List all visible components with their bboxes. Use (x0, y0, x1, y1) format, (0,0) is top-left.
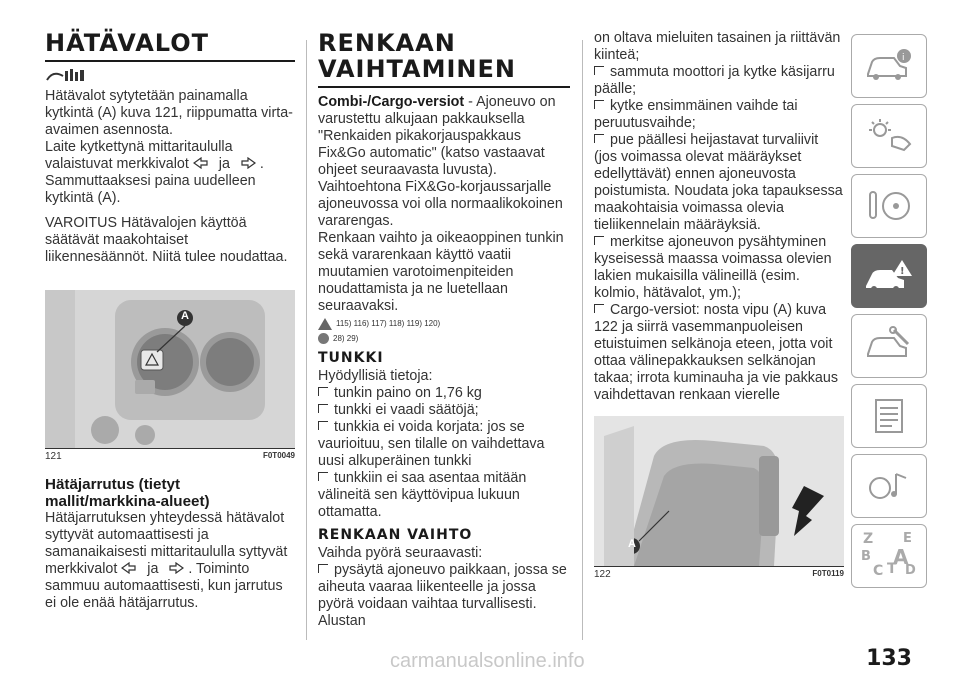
list-item-text: merkitse ajoneuvon pysähtyminen kyseisessä maassa voimassa olevien lakien mukaisilla välineillä (esim. kolmio, hätävalot, ym.); (594, 234, 832, 301)
list-item-text: tunkkiin ei saa asentaa mitään välineitä sen käyttövipua lukuun ottamatta. (318, 470, 527, 520)
bullet-icon (594, 134, 604, 143)
caution-refs: 28) 29) (333, 333, 359, 343)
tab-multimedia[interactable] (851, 454, 927, 518)
emergency-braking-text-b: ja (147, 561, 159, 577)
list-item (318, 470, 570, 521)
turn-left-indicator-icon (121, 562, 143, 574)
hazard-text-2c: . (259, 156, 264, 172)
svg-text:!: ! (900, 266, 905, 277)
list-item (318, 419, 570, 470)
section-title-tyre-change-1: RENKAAN (318, 29, 456, 57)
bullet-icon (594, 66, 604, 75)
key-steering-icon (864, 186, 914, 226)
list-item (594, 98, 844, 132)
figure-122-label-a: A (628, 538, 636, 550)
bullet-icon (318, 564, 328, 573)
checklist-icon (864, 396, 914, 436)
emergency-braking-text (45, 510, 295, 612)
list-item-text: tunkki ei vaadi säätöjä; (334, 402, 479, 418)
warning-triangle-icon (318, 318, 332, 330)
list-item-text: pysäytä ajoneuvo paikkaan, jossa se aiheuta vaaraa liikenteelle ja jossa pyörä voidaan vaihtaa turvallisesti. Alustan (318, 562, 567, 629)
continued-text: on oltava mieluiten tasainen ja riittävän kiinteä; (594, 30, 841, 63)
list-item-text: kytke ensimmäinen vaihde tai peruutusvaihde; (594, 98, 798, 131)
hazard-text-2 (45, 139, 295, 173)
figure-121-hazard-switch (45, 290, 295, 448)
emergency-braking-text-a: Hätäjarrutuksen yhteydessä hätävalot syttyvät automaattisesti ja samanaikaisesti mittaritaululla syttyvät merkkivalot (45, 510, 288, 577)
list-item-text: sammuta moottori ja kytke käsijarru päälle; (594, 64, 835, 97)
bullet-icon (594, 304, 604, 313)
wheel-change-intro: Vaihda pyörä seuraavasti: (318, 545, 483, 561)
index-letter: T (887, 561, 897, 577)
column-tyre-change (318, 30, 570, 630)
index-letter: C (873, 563, 884, 579)
figure-122-seat-lever (594, 416, 844, 566)
tyre-change-text-2: Renkaan vaihto ja oikeaoppinen tunkin sekä vararenkaan käyttö vaatii muutamien varotoimenpiteiden noudattamista ja ne luetellaan seuraavaksi. (318, 230, 564, 314)
title-rule (45, 60, 295, 62)
bullet-icon (318, 472, 328, 481)
bullet-icon (318, 387, 328, 396)
turn-right-indicator-icon (162, 562, 184, 574)
figure-122-caption (594, 566, 844, 580)
bullet-icon (318, 404, 328, 413)
tyre-change-lead (318, 94, 570, 230)
list-item-text: pue päällesi heijastavat turvaliivit (jos voimassa olevat määräykset edellyttävät) ennen ajoneuvosta poistumista. Noudata joka tapauksessa maakohtaisia voimassa olevia tieliikennelain määräyksiä. (594, 132, 843, 233)
tab-key-steering[interactable] (851, 174, 927, 238)
hazard-warning-text: VAROITUS Hätävalojen käyttöä säätävät maakohtaiset liikennesäännöt. Niitä tulee noudattaa. (45, 215, 288, 265)
list-item-text: tunkin paino on 1,76 kg (334, 385, 482, 401)
emergency-braking-heading: Hätäjarrutus (tietyt mallit/markkina-alueet) (45, 476, 210, 510)
index-letter: A (893, 545, 909, 569)
turn-left-indicator-icon (193, 157, 215, 169)
tab-emergency[interactable] (851, 244, 927, 308)
page-number: 133 (866, 646, 912, 671)
section-title-hazard-lights: HÄTÄVALOT (45, 29, 209, 57)
list-item (318, 562, 570, 630)
dashboard-lights-icon (864, 116, 914, 156)
hazard-text-2a: Laite kytkettynä mittaritaululla valaistuvat merkkivalot (45, 139, 233, 172)
tab-dashboard-lights[interactable] (851, 104, 927, 168)
warning-refs-row (318, 318, 570, 330)
tab-index[interactable] (851, 524, 927, 588)
list-item (594, 132, 844, 234)
tab-vehicle-info[interactable] (851, 34, 927, 98)
tyre-change-lead-rest: - Ajoneuvo on varustettu alkujaan pakkauksella "Renkaiden pikakorjauspakkaus Fix&Go automatic" (katso vastaavat ohjeet seuraavasta luvusta). Vaihtoehtona FiX&Go-korjaussarjalle ajoneuvossa voi olla normaalikokoinen vararengas. (318, 94, 563, 229)
media-icon (864, 466, 914, 506)
figure-121-number: 121 (45, 451, 62, 462)
turn-right-indicator-icon (234, 157, 256, 169)
chapter-tabs (851, 34, 927, 594)
title-rule (318, 86, 570, 88)
bullet-icon (594, 100, 604, 109)
hazard-text-1: Hätävalot sytytetään painamalla kytkintä (A) kuva 121, riippumatta virta-avaimen asennosta. (45, 88, 293, 138)
wrench-car-icon (864, 326, 914, 366)
list-item (594, 64, 844, 98)
jack-heading: TUNKKI (318, 350, 384, 366)
figure-122-number: 122 (594, 569, 611, 580)
list-item-text: Cargo-versiot: nosta vipu (A) kuva 122 ja siirrä vasemmanpuoleisen etuistuimen selkänoja eteen, jotta voit ottaa välinepakkauksen selkänojan takaa; irrota kuminauha ja vie pakkaus vaihdettavan renkaan vierelle (594, 302, 838, 403)
emergency-braking-text-c: . Toiminto sammuu automaattisesti, kun jarrutus ei ole enää hätäjarrutus. (45, 561, 283, 611)
watermark: carmanualsonline.info (390, 650, 585, 672)
svg-text:i: i (902, 53, 905, 63)
index-letter: E (903, 531, 912, 546)
hazard-symbol-icon (45, 68, 295, 86)
figure-121-caption (45, 448, 295, 462)
list-item-text: tunkkia ei voida korjata: jos se vaurioituu, sen tilalle on vaihdettava uusi alkuperäinen tunkki (318, 419, 545, 469)
section-title-tyre-change-2: VAIHTAMINEN (318, 55, 516, 83)
list-item (594, 234, 844, 302)
tyre-change-lead-bold: Combi-/Cargo-versiot (318, 94, 465, 110)
list-item (318, 402, 570, 419)
index-letter: B (861, 549, 871, 564)
list-item (594, 302, 844, 404)
index-letters-icon (859, 531, 919, 581)
figure-121-code: F0T0049 (262, 451, 295, 460)
index-letter: D (905, 563, 916, 578)
tab-maintenance[interactable] (851, 314, 927, 378)
emergency-car-icon (862, 256, 916, 296)
tab-technical-data[interactable] (851, 384, 927, 448)
column-hazard-lights (45, 30, 295, 612)
car-info-icon (864, 46, 914, 86)
wheel-change-heading: RENKAAN VAIHTO (318, 527, 473, 543)
figure-122-code: F0T0119 (812, 569, 844, 578)
hazard-text-3: Sammuttaaksesi paina uudelleen kytkintä (A). (45, 173, 256, 206)
caution-drop-icon (318, 333, 329, 344)
index-letter: Z (863, 531, 874, 547)
bullet-icon (318, 421, 328, 430)
hazard-text-2b: ja (218, 156, 230, 172)
list-item (318, 385, 570, 402)
bullet-icon (594, 236, 604, 245)
column-separator-1 (306, 40, 307, 640)
jack-intro: Hyödyllisiä tietoja: (318, 368, 433, 384)
caution-refs-row (318, 333, 570, 344)
column-separator-2 (582, 40, 583, 640)
column-tyre-change-continued (594, 30, 844, 580)
warning-refs: 115) 116) 117) 118) 119) 120) (336, 319, 441, 328)
figure-121-label-a: A (181, 310, 189, 322)
